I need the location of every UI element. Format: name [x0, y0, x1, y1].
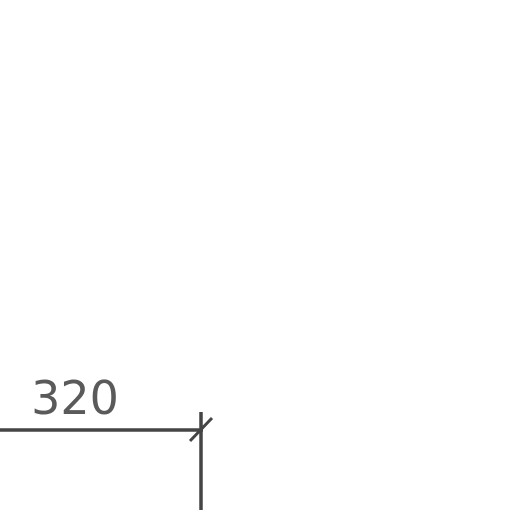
dimension-value-label: 320 [31, 371, 119, 425]
